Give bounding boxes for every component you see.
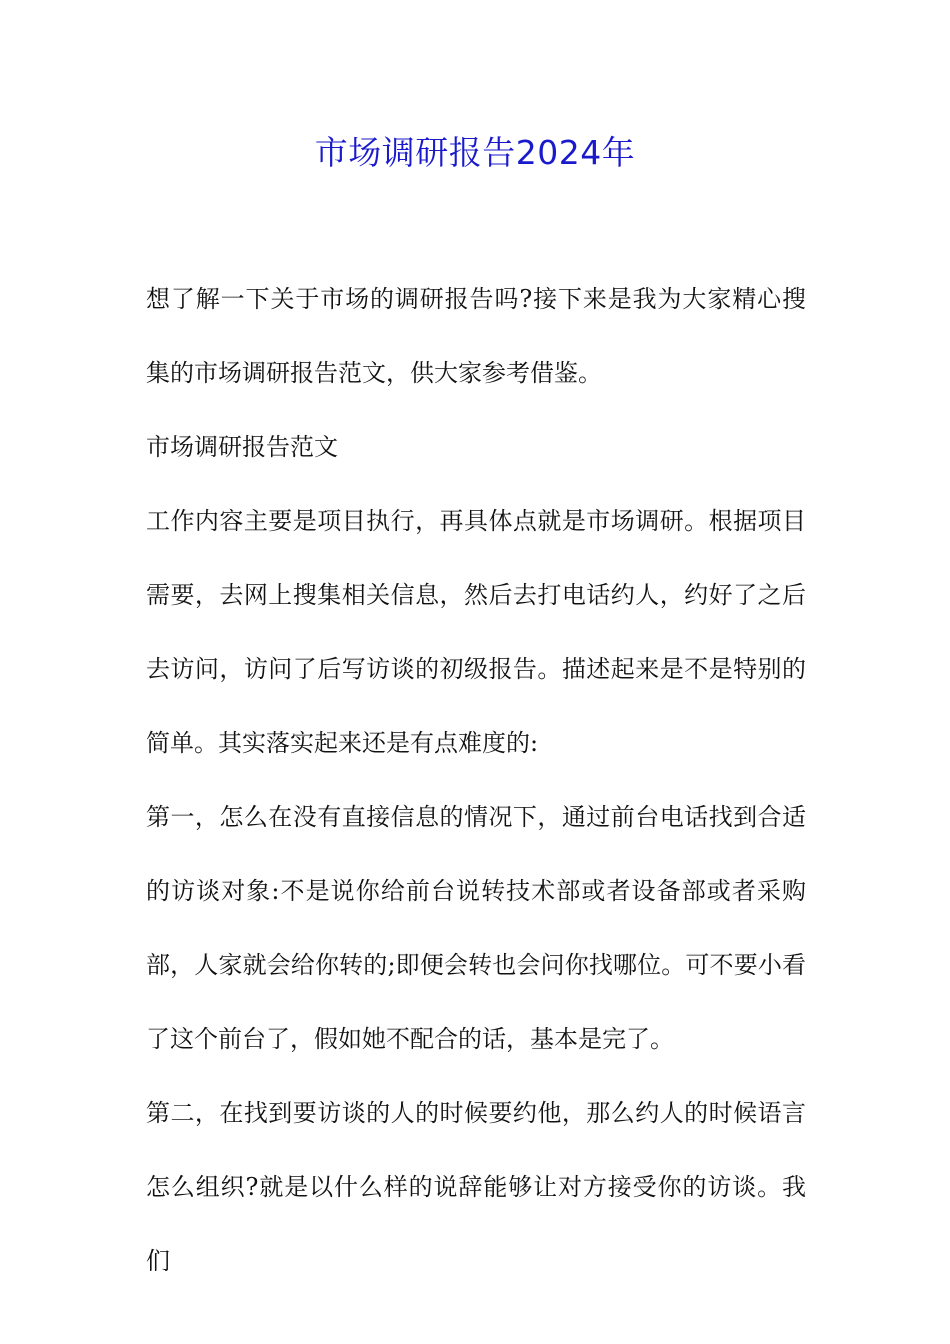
paragraph-intro: 想了解一下关于市场的调研报告吗?接下来是我为大家精心搜集的市场调研报告范文，供大家参考借鉴。 [146, 285, 806, 387]
paragraph-heading: 市场调研报告范文 [146, 433, 338, 461]
document-title: 市场调研报告2024年 [314, 133, 636, 172]
paragraph-second-point: 第二，在找到要访谈的人的时候要约他，那么约人的时候语言怎么组织?就是以什么样的说辞能够让对方接受你的访谈。我们 [146, 1099, 806, 1275]
paragraph-work-content: 工作内容主要是项目执行，再具体点就是市场调研。根据项目需要，去网上搜集相关信息，然后去打电话约人，约好了之后去访问，访问了后写访谈的初级报告。描述起来是不是特别的简单。其实落实起来还是有点难度的: [146, 507, 806, 757]
document-body [146, 262, 806, 1298]
paragraph-first-point: 第一，怎么在没有直接信息的情况下，通过前台电话找到合适的访谈对象:不是说你给前台说转技术部或者设备部或者采购部，人家就会给你转的;即便会转也会问你找哪位。可不要小看了这个前台了，假如她不配合的话，基本是完了。 [146, 803, 806, 1053]
